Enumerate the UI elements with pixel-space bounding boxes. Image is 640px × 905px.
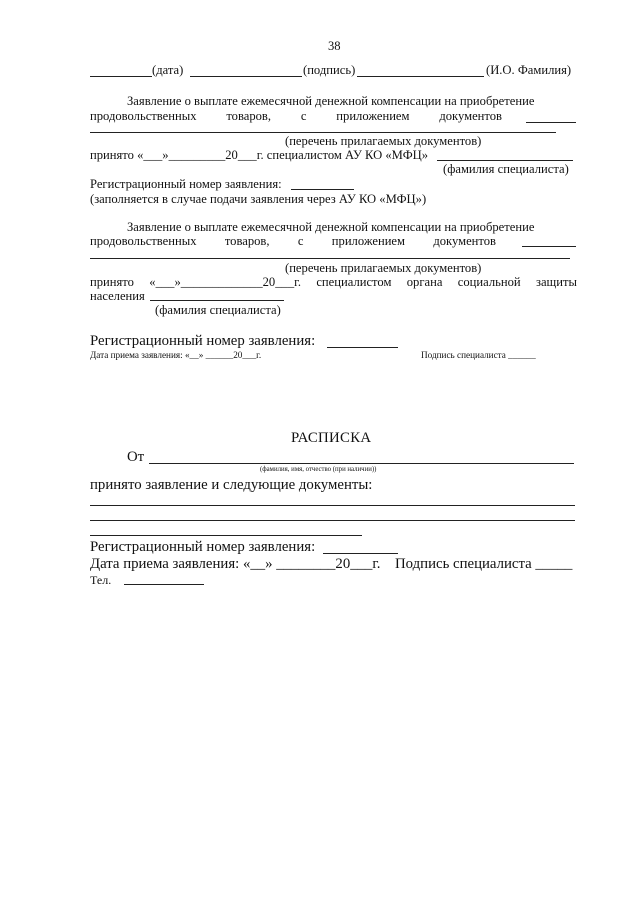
raspiska-docs-line-2 <box>90 520 575 521</box>
word: документов <box>433 234 496 248</box>
mfc-reg-note: (заполняется в случае подачи заявления через АУ КО «МФЦ») <box>90 192 427 206</box>
mfc-documents-blank-short <box>526 122 576 123</box>
signature-label: (подпись) <box>303 63 356 77</box>
social-documents-blank-short <box>522 246 576 247</box>
social-statement-line1 <box>127 221 577 234</box>
word: с <box>300 109 307 123</box>
social-documents-blank-line <box>90 258 570 259</box>
mfc-statement-line1 <box>127 95 577 108</box>
social-reg-number-blank <box>327 347 398 348</box>
word: товаров, <box>226 109 272 123</box>
page-number: 38 <box>328 39 341 53</box>
mfc-documents-caption: (перечень прилагаемых документов) <box>285 134 482 148</box>
raspiska-phone-label: Тел. <box>90 573 112 587</box>
raspiska-fio-caption: (фамилия, имя, отчество (при наличии)) <box>260 466 377 473</box>
word: «___»_____________20___г. <box>149 275 302 289</box>
word: продовольственных <box>90 234 197 248</box>
raspiska-reg-number-blank <box>323 553 398 554</box>
social-signature-text: Подпись специалиста ______ <box>421 350 536 360</box>
raspiska-title: РАСПИСКА <box>291 430 372 446</box>
social-documents-caption: (перечень прилагаемых документов) <box>285 261 482 275</box>
mfc-specialist-blank-line <box>437 160 573 161</box>
word: приложением <box>336 109 410 123</box>
raspiska-signature-text: Подпись специалиста _____ <box>395 556 573 572</box>
raspiska-phone-blank <box>124 584 204 585</box>
word: с <box>297 234 304 248</box>
word: принято <box>90 275 134 289</box>
raspiska-date-text: Дата приема заявления: «__» ________20___г. <box>90 556 381 572</box>
mfc-specialist-caption: (фамилия специалиста) <box>443 162 569 176</box>
word: документов <box>439 109 502 123</box>
raspiska-docs-line-3 <box>90 535 362 536</box>
raspiska-accepted-text: принято заявление и следующие документы: <box>90 477 373 493</box>
word: специалистом <box>316 275 392 289</box>
word: приложением <box>331 234 405 248</box>
raspiska-fio-blank-line <box>149 463 574 464</box>
mfc-documents-blank-line <box>90 132 556 133</box>
word: товаров, <box>224 234 270 248</box>
mfc-accepted-text: принято «___»_________20___г. специалистом АУ КО «МФЦ» <box>90 148 429 162</box>
name-blank-line <box>357 76 484 77</box>
mfc-reg-number-blank <box>291 189 354 190</box>
mfc-statement-text: Заявление о выплате ежемесячной денежной компенсации на приобретение <box>127 94 535 108</box>
mfc-reg-number-label: Регистрационный номер заявления: <box>90 177 282 191</box>
social-accepted-line <box>90 276 577 289</box>
social-statement-text: Заявление о выплате ежемесячной денежной компенсации на приобретение <box>127 220 535 234</box>
word: социальной <box>457 275 521 289</box>
social-statement-line2 <box>90 235 496 248</box>
social-specialist-caption: (фамилия специалиста) <box>155 303 281 317</box>
mfc-statement-line2 <box>90 110 502 123</box>
raspiska-reg-number-label: Регистрационный номер заявления: <box>90 539 316 555</box>
word: продовольственных <box>90 109 197 123</box>
raspiska-from-label: От <box>127 449 145 465</box>
word: защиты <box>535 275 577 289</box>
social-specialist-blank-line <box>150 300 284 301</box>
social-reg-number-label: Регистрационный номер заявления: <box>90 333 316 349</box>
social-date-text: Дата приема заявления: «__» ______20___г. <box>90 350 262 360</box>
signature-blank-line <box>190 76 302 77</box>
social-population-label: населения <box>90 289 145 303</box>
word: органа <box>406 275 443 289</box>
name-label: (И.О. Фамилия) <box>486 63 572 77</box>
date-label: (дата) <box>152 63 184 77</box>
date-blank-line <box>90 76 152 77</box>
raspiska-docs-line-1 <box>90 505 575 506</box>
